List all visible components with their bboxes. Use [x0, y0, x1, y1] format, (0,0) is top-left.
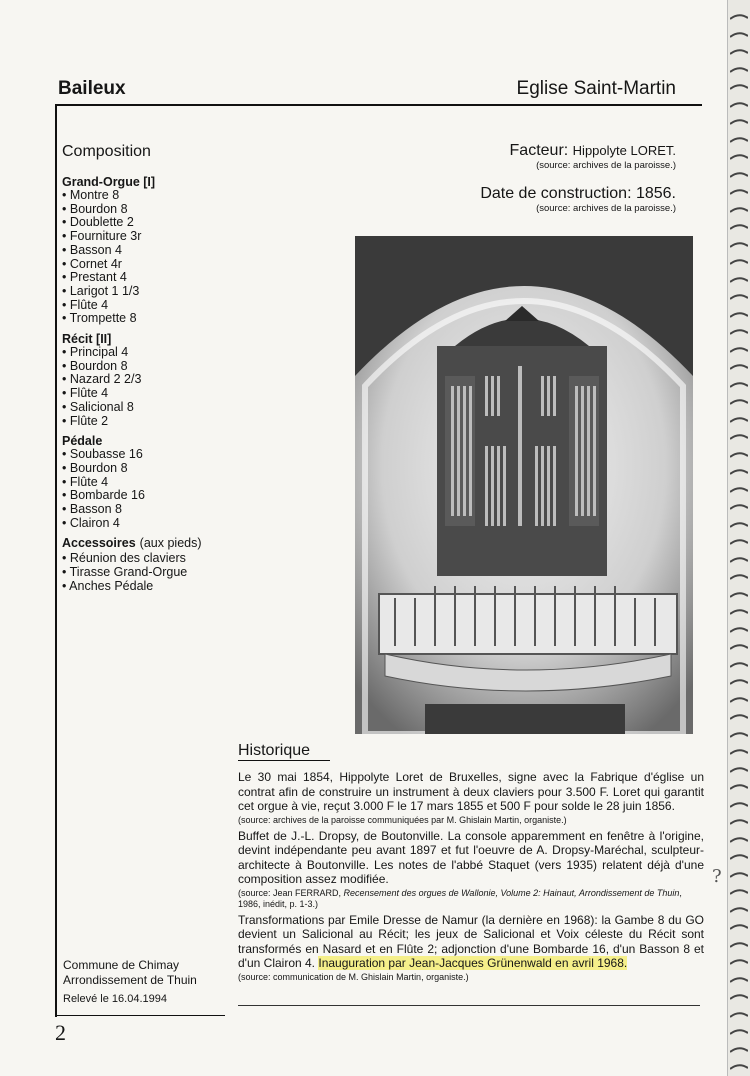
binding-coil [730, 487, 748, 494]
binding-coil [730, 469, 748, 476]
binding-coil [730, 837, 748, 844]
handwritten-question-mark: ? [712, 866, 722, 887]
stop-item: • Basson 8 [62, 503, 302, 517]
binding-coil [730, 784, 748, 791]
history-source-2 [238, 888, 704, 910]
stop-item: • Bourdon 8 [62, 360, 302, 374]
division-title-suffix: (aux pieds) [139, 536, 202, 551]
binding-coil [730, 242, 748, 249]
binding-coil [730, 574, 748, 581]
binding-coil [730, 889, 748, 896]
left-divider [55, 104, 57, 1017]
binding-coil [730, 977, 748, 984]
history-source-2-title: Recensement des orgues de Wallonie, Volume 2: Hainaut, Arrondissement de Thuin [343, 887, 680, 898]
commune-info [63, 958, 197, 1007]
division-title: Grand-Orgue [I] [62, 175, 156, 189]
history-source-1: (source: archives de la paroisse communiquées par M. Ghislain Martin, organiste.) [238, 814, 567, 825]
stop-item: • Basson 4 [62, 244, 302, 258]
binding-coil [730, 854, 748, 861]
stop-item: • Nazard 2 2/3 [62, 373, 302, 387]
stop-item: • Fourniture 3r [62, 230, 302, 244]
binding-coil [730, 102, 748, 109]
stop-item: • Flûte 2 [62, 415, 302, 429]
binding-coil [730, 399, 748, 406]
binding-coil [730, 14, 748, 21]
binding-coil [730, 277, 748, 284]
builder-block [510, 142, 676, 171]
stop-item: • Cornet 4r [62, 258, 302, 272]
binding-coil [730, 347, 748, 354]
binding-coil [730, 294, 748, 301]
binding-coil [730, 522, 748, 529]
binding-coil [730, 627, 748, 634]
binding-coil [730, 119, 748, 126]
binding-coil [730, 207, 748, 214]
arrondissement-name: Arrondissement de Thuin [63, 973, 197, 987]
binding-coil [730, 609, 748, 616]
binding-coil [730, 942, 748, 949]
history-title: Historique [238, 742, 330, 761]
construction-date: Date de construction: 1856. [480, 185, 676, 202]
division-title: Récit [II] [62, 332, 112, 347]
binding-coil [730, 1047, 748, 1054]
binding-coil [730, 84, 748, 91]
binding-coil [730, 1012, 748, 1019]
binding-coil [730, 907, 748, 914]
binding-coil [730, 732, 748, 739]
history-source-2-prefix: (source: Jean FERRARD, [238, 887, 344, 898]
history-section [238, 742, 704, 983]
history-paragraph-2: Buffet de J.-L. Dropsy, de Boutonville. La console apparemment en fenêtre à l'origine, devint indépendante peu avant 1897 et fut l'oeuvre de A. Dropsy-Maréchal, sculpteur-architecte à Boutonville. Les notes de l'abbé Staquet (vers 1935) relatent déjà d'une composition assez modifiée. [238, 828, 704, 886]
composition-title: Composition [62, 143, 151, 160]
division-list [62, 175, 302, 594]
binding-coil [730, 872, 748, 879]
history-source-2-suffix: , 1986, inédit, p. 1-3.) [238, 887, 682, 909]
binding-coil [730, 679, 748, 686]
binding-coil [730, 557, 748, 564]
binding-coil [730, 802, 748, 809]
binding-coil [730, 434, 748, 441]
survey-date: Relevé le 16.04.1994 [63, 993, 167, 1005]
division-title: Accessoires [62, 536, 136, 551]
commune-name: Commune de Chimay [63, 958, 180, 972]
binding-coil [730, 662, 748, 669]
binding-coil [730, 819, 748, 826]
binding-coil [730, 224, 748, 231]
binding-coil [730, 924, 748, 931]
binding-coil [730, 172, 748, 179]
binding-coil [730, 364, 748, 371]
binding-coil [730, 382, 748, 389]
history-source-3: (source: communication de M. Ghislain Martin, organiste.) [238, 971, 469, 982]
binding-coil [730, 959, 748, 966]
inauguration-highlight: Inauguration par Jean-Jacques Grünenwald en avril 1968. [318, 956, 628, 970]
stop-item: • Flûte 4 [62, 299, 302, 313]
stop-item: • Tirasse Grand-Orgue [62, 566, 302, 580]
stop-item: • Principal 4 [62, 346, 302, 360]
construction-source: (source: archives de la paroisse.) [536, 203, 676, 214]
division-title: Pédale [62, 434, 103, 449]
stop-item: • Salicional 8 [62, 401, 302, 415]
stop-item: • Larigot 1 1/3 [62, 285, 302, 299]
stop-item: • Réunion des claviers [62, 552, 302, 566]
organ-photograph [355, 236, 693, 734]
binding-coil [730, 32, 748, 39]
binding-coil [730, 189, 748, 196]
stop-item: • Prestant 4 [62, 271, 302, 285]
history-paragraph-3 [238, 913, 704, 971]
stop-item: • Flûte 4 [62, 387, 302, 401]
binding-coil [730, 137, 748, 144]
stop-item: • Bourdon 8 [62, 203, 302, 217]
footer-divider [55, 1015, 225, 1016]
binding-coil [730, 592, 748, 599]
binding-coil [730, 767, 748, 774]
church-name: Eglise Saint-Martin [516, 78, 676, 99]
history-divider [238, 1005, 700, 1006]
construction-date-block [480, 185, 676, 214]
stop-item: • Bourdon 8 [62, 462, 302, 476]
builder-source: (source: archives de la paroisse.) [536, 160, 676, 171]
header-divider [55, 104, 702, 106]
binding-coil [730, 714, 748, 721]
binding-coil [730, 329, 748, 336]
binding-coil [730, 644, 748, 651]
builder-value: Hippolyte LORET. [572, 143, 676, 158]
history-paragraph-1: Le 30 mai 1854, Hippolyte Loret de Bruxelles, signe avec la Fabrique d'église un contrat afin de construire un instrument à deux claviers pour 3.500 F. Loret qui garantit cet orgue à vie, reçut 3.000 F le 17 mars 1855 et 500 F pour solde le 28 juin 1856. [238, 770, 704, 813]
binding-coil [730, 259, 748, 266]
history-paragraph-3-text: Transformations par Emile Dresse de Namur (la dernière en 1968): la Gambe 8 du GO devient un Salicional au Récit; les jeux de Salicional et Voix céleste du Récit sont transformés en Nasard et en Flûte 2; adjonction d'une Bombarde 16, d'un Basson 8 et d'un Clairon 4. [238, 912, 704, 970]
binding-coil [730, 67, 748, 74]
binding-coil [730, 697, 748, 704]
binding-coil [730, 994, 748, 1001]
binding-coil [730, 312, 748, 319]
stop-item: • Anches Pédale [62, 580, 302, 594]
binding-coil [730, 452, 748, 459]
organ-image [355, 236, 693, 734]
stop-item: • Doublette 2 [62, 216, 302, 230]
binding-coil [730, 749, 748, 756]
stop-item: • Flûte 4 [62, 476, 302, 490]
binding-coil [730, 1029, 748, 1036]
binding-coil [730, 49, 748, 56]
binding-coil [730, 1064, 748, 1071]
village-name: Baileux [58, 78, 126, 99]
binding-coil [730, 539, 748, 546]
binding-coil [730, 504, 748, 511]
builder-label: Facteur: [509, 142, 569, 159]
stop-item: • Clairon 4 [62, 517, 302, 531]
stop-item: • Soubasse 16 [62, 448, 302, 462]
stop-item: • Bombarde 16 [62, 489, 302, 503]
binding-coil [730, 154, 748, 161]
stop-item: • Trompette 8 [62, 312, 302, 326]
composition-section [62, 143, 302, 594]
binding-coil [730, 417, 748, 424]
stop-item: • Montre 8 [62, 189, 302, 203]
page-number: 2 [55, 1020, 66, 1045]
spiral-binding [727, 0, 750, 1076]
